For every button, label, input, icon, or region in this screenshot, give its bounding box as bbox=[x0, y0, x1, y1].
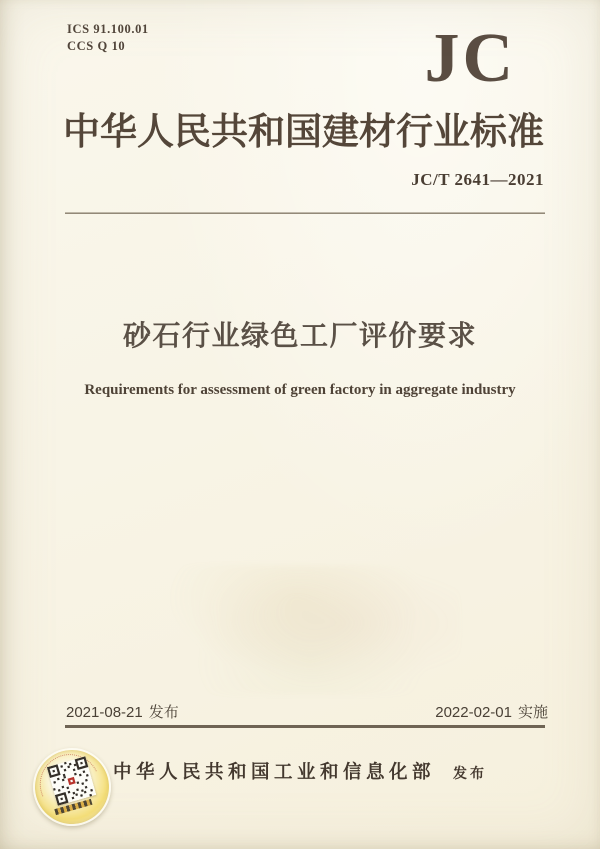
ccs-code: CCS Q 10 bbox=[67, 38, 126, 53]
classification-codes bbox=[67, 21, 149, 54]
publisher-action-label: 发布 bbox=[453, 767, 487, 782]
issue-date-label: 发布 bbox=[148, 704, 179, 721]
implement-date-label: 实施 bbox=[517, 704, 548, 721]
standard-number: JC/T 2641—2021 bbox=[411, 170, 544, 189]
header-divider-line bbox=[65, 212, 545, 214]
ics-code: ICS 91.100.01 bbox=[67, 22, 149, 36]
publisher-name: 中华人民共和国工业和信息化部 bbox=[112, 763, 435, 783]
implement-date-value: 2022-02-01 bbox=[435, 704, 512, 721]
faint-watermark bbox=[160, 565, 460, 695]
implement-date bbox=[435, 701, 548, 722]
document-title-chinese: 砂石行业绿色工厂评价要求 bbox=[122, 320, 477, 351]
date-row bbox=[66, 701, 548, 722]
standard-category-title: 中华人民共和国建材行业标准 bbox=[63, 112, 544, 153]
document-title-english: Requirements for assessment of green factory in aggregate industry bbox=[84, 382, 516, 398]
issue-date bbox=[66, 701, 179, 722]
issue-date-value: 2021-08-21 bbox=[66, 704, 143, 721]
jc-logo: JC bbox=[424, 20, 516, 97]
footer-divider-line bbox=[65, 725, 545, 728]
